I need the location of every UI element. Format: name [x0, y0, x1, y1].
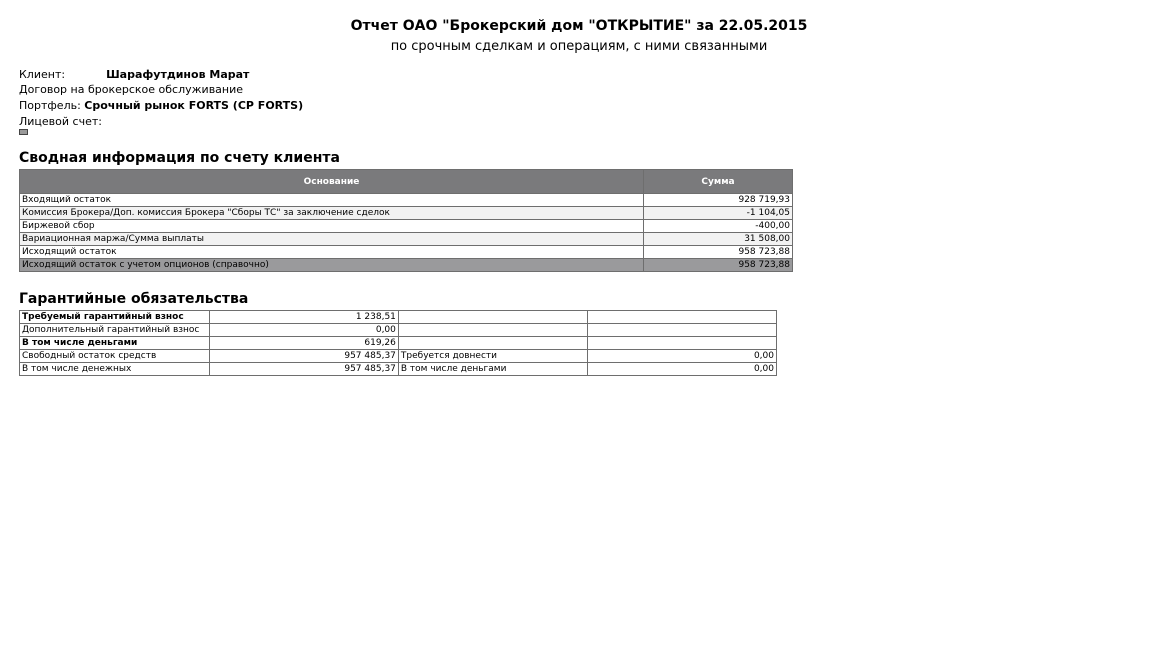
row-label-secondary [398, 337, 587, 350]
guarantee-section-title: Гарантийные обязательства [19, 291, 249, 307]
row-label-secondary: Требуется довнести [398, 350, 587, 363]
contract-label: Договор на брокерское обслуживание [19, 83, 244, 96]
column-header-basis: Основание [20, 170, 644, 194]
row-label: Требуемый гарантийный взнос [20, 311, 210, 324]
row-value: 1 238,51 [209, 311, 398, 324]
account-line [19, 115, 139, 129]
client-label: Клиент: [19, 68, 66, 81]
row-value: 928 719,93 [644, 194, 793, 207]
report-title: Отчет ОАО "Брокерский дом "ОТКРЫТИЕ" за 22.05.2015 [350, 18, 808, 34]
row-label: В том числе деньгами [20, 337, 210, 350]
table-row [20, 246, 793, 259]
row-label-secondary: В том числе деньгами [398, 363, 587, 376]
row-label: Биржевой сбор [20, 220, 644, 233]
column-header-amount: Сумма [644, 170, 793, 194]
row-label: Исходящий остаток с учетом опционов (справочно) [20, 259, 644, 272]
row-label-secondary [398, 324, 587, 337]
row-value-secondary [588, 324, 777, 337]
row-label: Свободный остаток средств [20, 350, 210, 363]
table-row [20, 350, 777, 363]
row-label: Дополнительный гарантийный взнос [20, 324, 210, 337]
row-label: Входящий остаток [20, 194, 644, 207]
client-line [19, 68, 249, 82]
row-label: Комиссия Брокера/Доп. комиссия Брокера "Сборы ТС" за заключение сделок [20, 207, 644, 220]
row-value: 958 723,88 [644, 246, 793, 259]
summary-table [19, 169, 793, 272]
table-row [20, 324, 777, 337]
row-value: -1 104,05 [644, 207, 793, 220]
table-row [20, 363, 777, 376]
table-row [20, 194, 793, 207]
row-value: 619,26 [209, 337, 398, 350]
table-row [20, 311, 777, 324]
contract-line [19, 83, 243, 97]
row-label-secondary [398, 311, 587, 324]
row-value: -400,00 [644, 220, 793, 233]
report-subtitle: по срочным сделкам и операциям, с ними связанными [390, 39, 768, 54]
table-row [20, 233, 793, 246]
table-row [20, 220, 793, 233]
row-value-secondary: 0,00 [588, 363, 777, 376]
row-value: 0,00 [209, 324, 398, 337]
row-label: В том числе денежных [20, 363, 210, 376]
row-label: Исходящий остаток [20, 246, 644, 259]
table-row-total [20, 259, 793, 272]
client-value: Шарафутдинов Марат [106, 68, 250, 81]
redacted-block [105, 117, 139, 127]
row-value: 31 508,00 [644, 233, 793, 246]
row-value-secondary: 0,00 [588, 350, 777, 363]
row-value-secondary [588, 311, 777, 324]
row-label: Вариационная маржа/Сумма выплаты [20, 233, 644, 246]
portfolio-line [19, 99, 303, 113]
row-value: 957 485,37 [209, 363, 398, 376]
table-row [20, 337, 777, 350]
row-value-secondary [588, 337, 777, 350]
portfolio-label: Портфель: [19, 99, 81, 112]
row-value: 957 485,37 [209, 350, 398, 363]
account-label: Лицевой счет: [19, 115, 102, 128]
table-row [20, 207, 793, 220]
guarantee-table [19, 310, 777, 376]
portfolio-value: Срочный рынок FORTS (СР FORTS) [84, 99, 304, 112]
summary-section-title: Сводная информация по счету клиента [19, 150, 340, 166]
toggle-button[interactable] [19, 129, 28, 135]
redacted-block [69, 70, 103, 80]
row-value: 958 723,88 [644, 259, 793, 272]
